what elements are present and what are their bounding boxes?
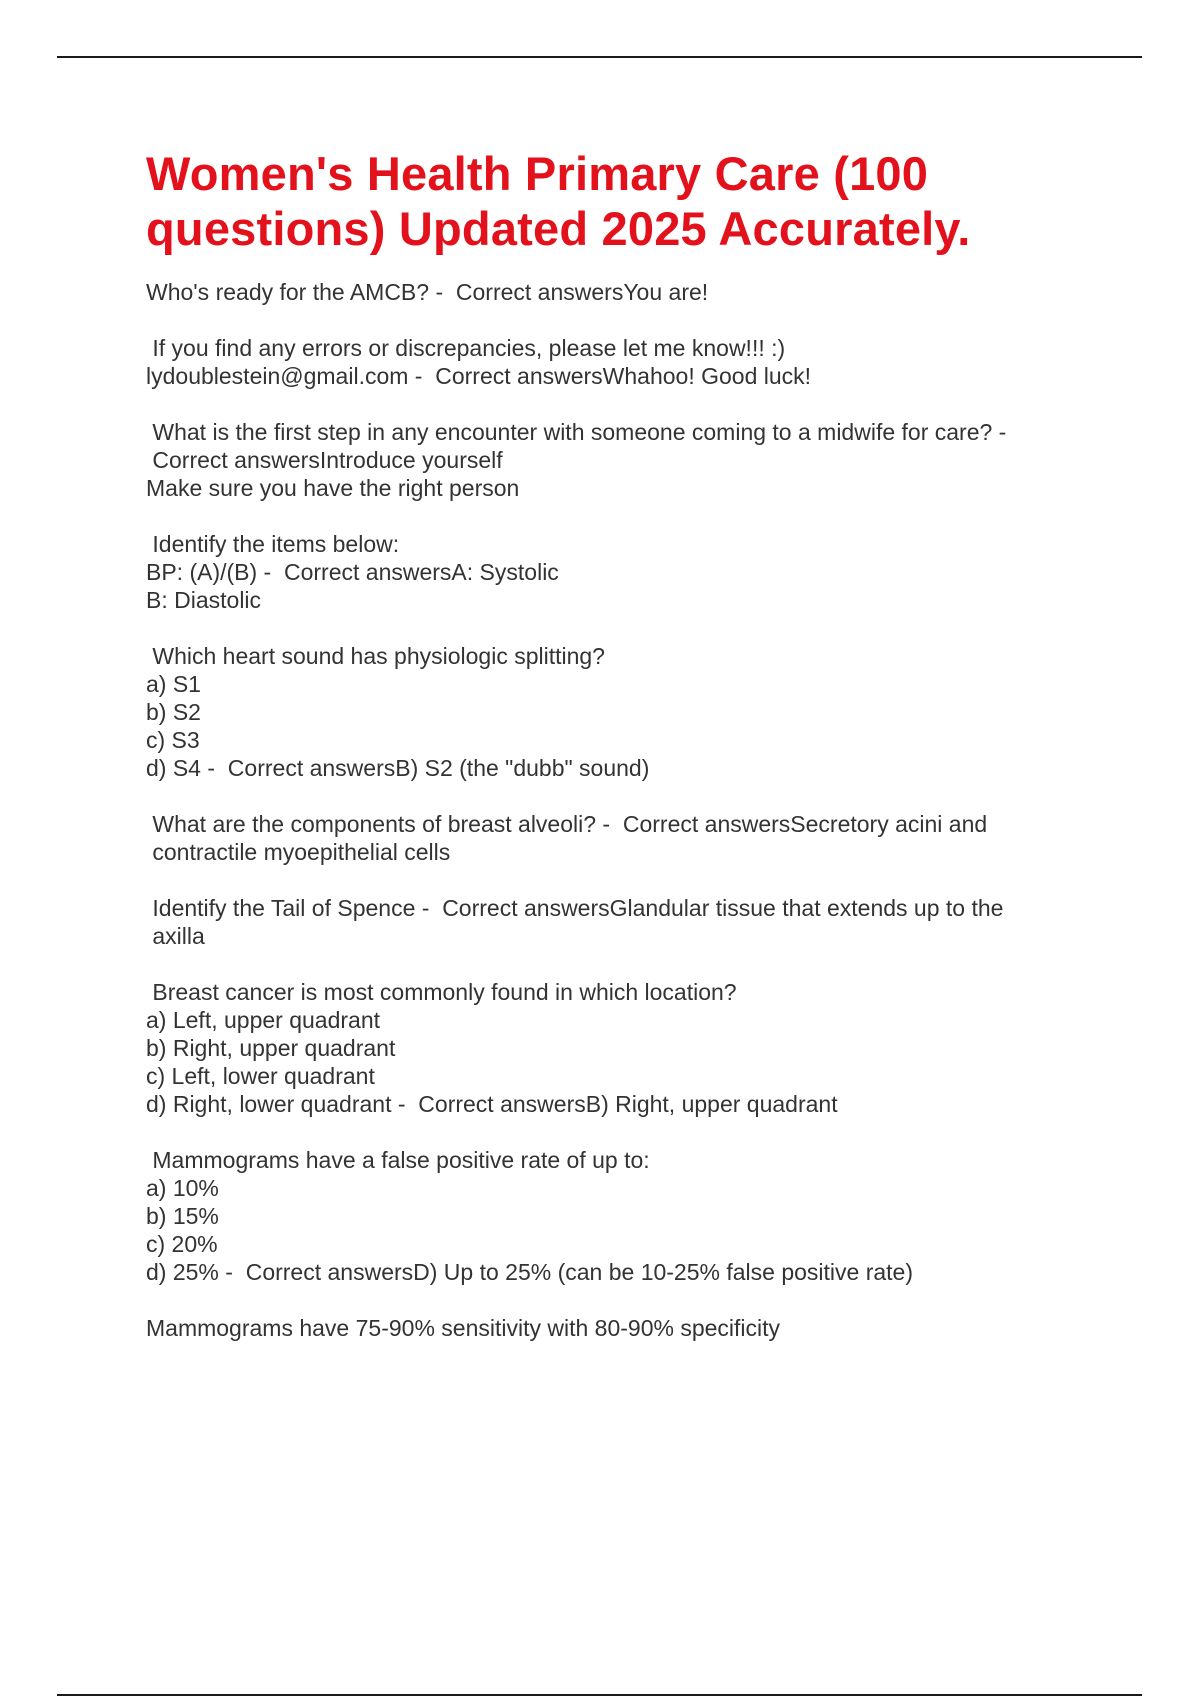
qa-line: Who's ready for the AMCB? - Correct answersYou are! bbox=[146, 279, 709, 305]
qa-line: Identify the items below: bbox=[146, 531, 400, 557]
qa-line: Identify the Tail of Spence - Correct answersGlandular tissue that extends up to the bbox=[146, 895, 1004, 921]
qa-line: Breast cancer is most commonly found in which location? bbox=[146, 979, 737, 1005]
qa-line: c) Left, lower quadrant bbox=[146, 1063, 375, 1089]
document-body bbox=[146, 146, 1046, 1370]
qa-line: b) S2 bbox=[146, 699, 201, 725]
qa-line: d) S4 - Correct answersB) S2 (the "dubb" sound) bbox=[146, 755, 650, 781]
qa-block bbox=[146, 978, 1046, 1118]
qa-line: c) S3 bbox=[146, 727, 200, 753]
qa-line: Make sure you have the right person bbox=[146, 475, 520, 501]
qa-line: contractile myoepithelial cells bbox=[146, 839, 451, 865]
qa-line: a) S1 bbox=[146, 671, 201, 697]
document-title: Women's Health Primary Care (100 questions) Updated 2025 Accurately. bbox=[146, 147, 971, 255]
top-divider bbox=[57, 56, 1142, 58]
qa-line: Mammograms have a false positive rate of up to: bbox=[146, 1147, 650, 1173]
qa-line: BP: (A)/(B) - Correct answersA: Systolic bbox=[146, 559, 559, 585]
qa-line: b) Right, upper quadrant bbox=[146, 1035, 396, 1061]
qa-block bbox=[146, 894, 1046, 950]
qa-line: b) 15% bbox=[146, 1203, 219, 1229]
bottom-divider bbox=[57, 1694, 1142, 1696]
qa-block bbox=[146, 530, 1046, 614]
qa-block bbox=[146, 278, 1046, 306]
qa-line: Which heart sound has physiologic splitting? bbox=[146, 643, 605, 669]
qa-block bbox=[146, 418, 1046, 502]
qa-line: What are the components of breast alveoli? - Correct answersSecretory acini and bbox=[146, 811, 988, 837]
qa-line: Correct answersIntroduce yourself bbox=[146, 447, 503, 473]
qa-block bbox=[146, 1146, 1046, 1286]
qa-block bbox=[146, 334, 1046, 390]
qa-line: lydoublestein@gmail.com - Correct answersWhahoo! Good luck! bbox=[146, 363, 812, 389]
qa-block bbox=[146, 642, 1046, 782]
qa-line: c) 20% bbox=[146, 1231, 218, 1257]
qa-block bbox=[146, 810, 1046, 866]
qa-line: d) Right, lower quadrant - Correct answersB) Right, upper quadrant bbox=[146, 1091, 838, 1117]
qa-line: If you find any errors or discrepancies, please let me know!!! :) bbox=[146, 335, 786, 361]
qa-line: What is the first step in any encounter with someone coming to a midwife for care? - bbox=[146, 419, 1007, 445]
qa-list bbox=[146, 278, 1046, 1342]
qa-line: a) Left, upper quadrant bbox=[146, 1007, 380, 1033]
qa-line: B: Diastolic bbox=[146, 587, 262, 613]
qa-line: Mammograms have 75-90% sensitivity with 80-90% specificity bbox=[146, 1315, 781, 1341]
qa-line: axilla bbox=[146, 923, 205, 949]
qa-line: a) 10% bbox=[146, 1175, 219, 1201]
qa-block bbox=[146, 1314, 1046, 1342]
qa-line: d) 25% - Correct answersD) Up to 25% (can be 10-25% false positive rate) bbox=[146, 1259, 913, 1285]
